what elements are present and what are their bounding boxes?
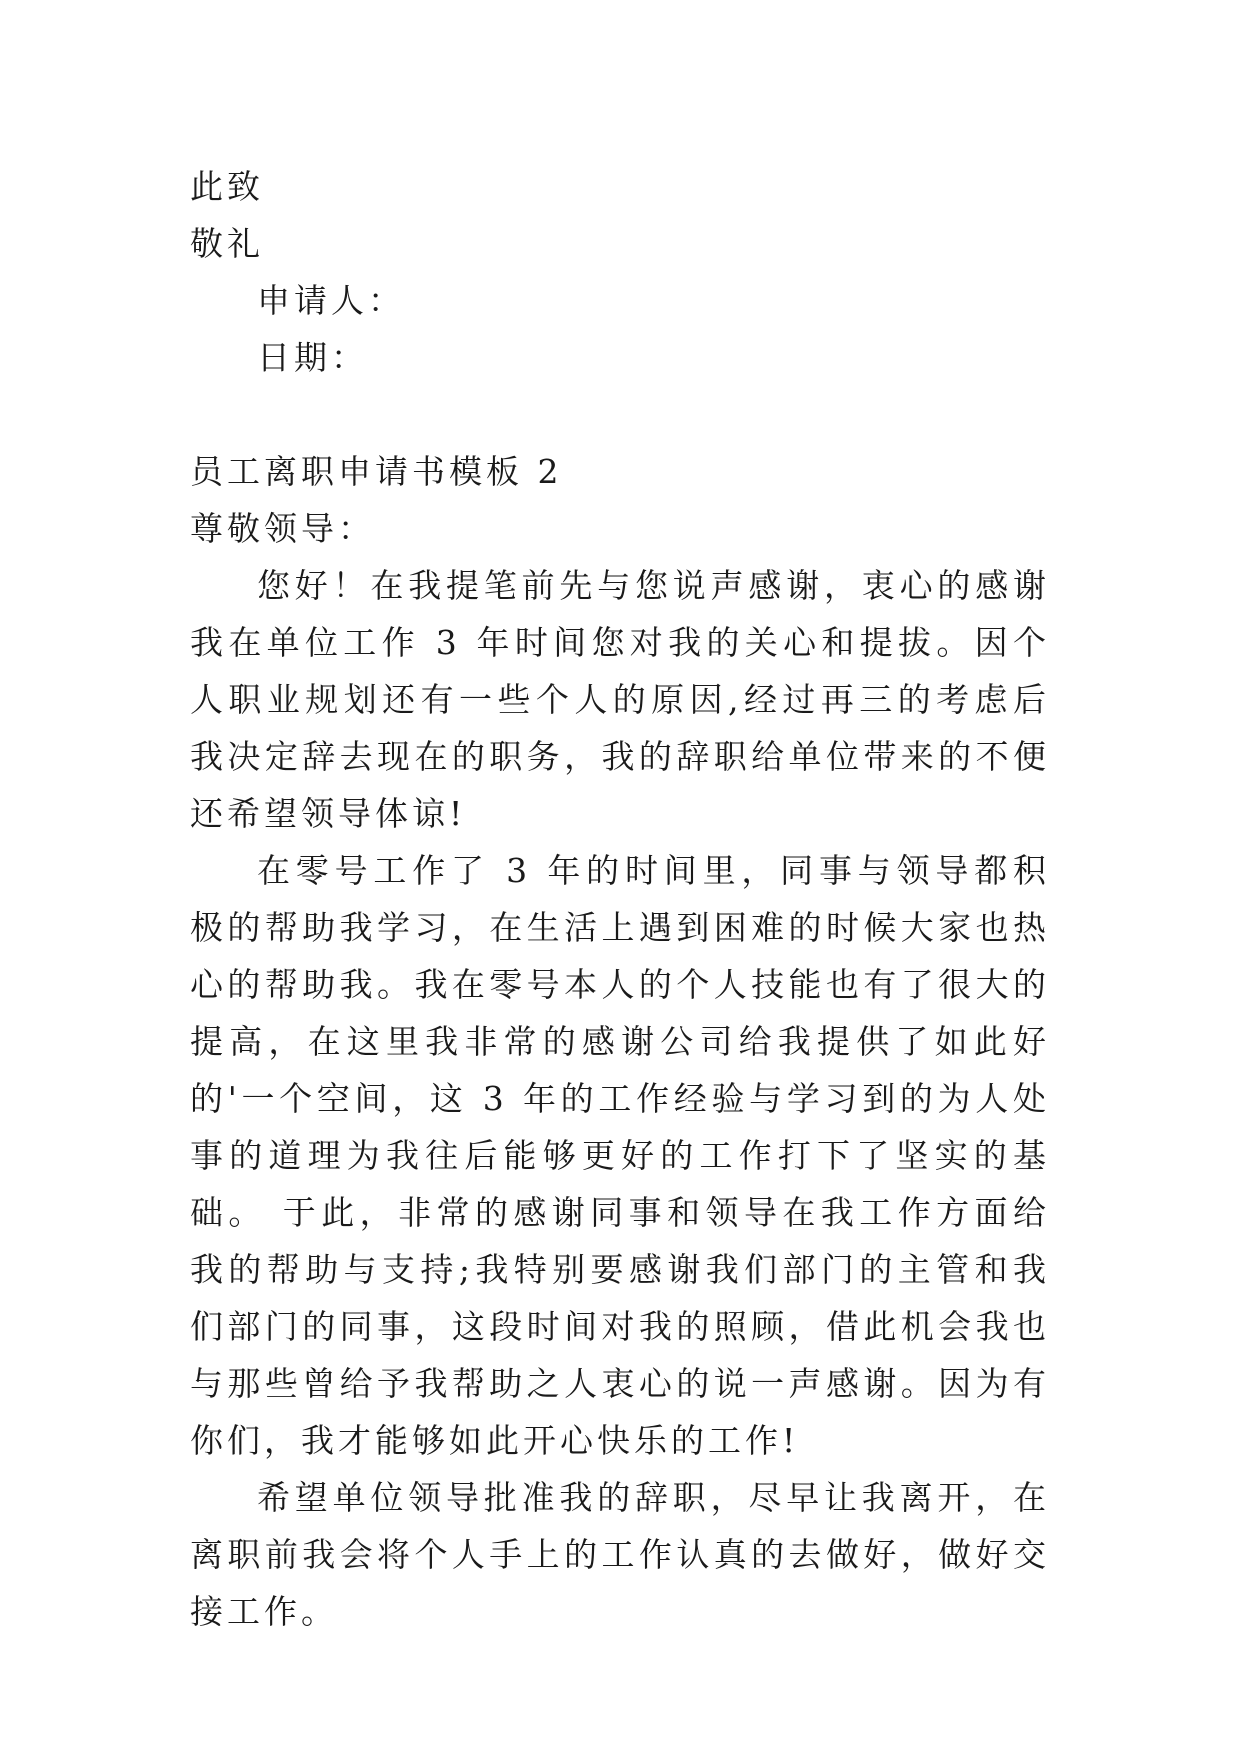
date-label: 日期： bbox=[257, 338, 368, 377]
body-paragraph-2: 在零号工作了 3 年的时间里，同事与领导都积极的帮助我学习，在生活上遇到困难的时候大家也热心的帮助我。我在零号本人的个人技能也有了很大的提高，在这里我非常的感谢公司给我提供了如此好的'一个空间，这 3 年的工作经验与学习到的为人处事的道理为我往后能够更好的工作打下了坚实的基础。 于此，非常的感谢同事和领导在我工作方面给我的帮助与支持;我特别要感谢我们部门的主管和我们部门的同事，这段时间对我的照顾，借此机会我也与那些曾给予我帮助之人衷心的说一声感谢。因为有你们，我才能够如此开心快乐的工作! bbox=[190, 851, 1050, 1460]
body-paragraph-3: 希望单位领导批准我的辞职，尽早让我离开，在离职前我会将个人手上的工作认真的去做好，做好交接工作。 bbox=[190, 1478, 1050, 1631]
letter-greeting: 尊敬领导： bbox=[190, 509, 375, 548]
applicant-label: 申请人： bbox=[257, 281, 405, 320]
body-paragraph-1: 您好！在我提笔前先与您说声感谢，衷心的感谢我在单位工作 3 年时间您对我的关心和提拔。因个人职业规划还有一些个人的原因,经过再三的考虑后我决定辞去现在的职务，我的辞职给单位带来的不便还希望领导体谅! bbox=[190, 566, 1050, 833]
document-body bbox=[190, 158, 1050, 1640]
letter-title: 员工离职申请书模板 2 bbox=[190, 452, 563, 491]
closing-salutation-2: 敬礼 bbox=[190, 224, 264, 263]
closing-salutation-1: 此致 bbox=[190, 167, 264, 206]
